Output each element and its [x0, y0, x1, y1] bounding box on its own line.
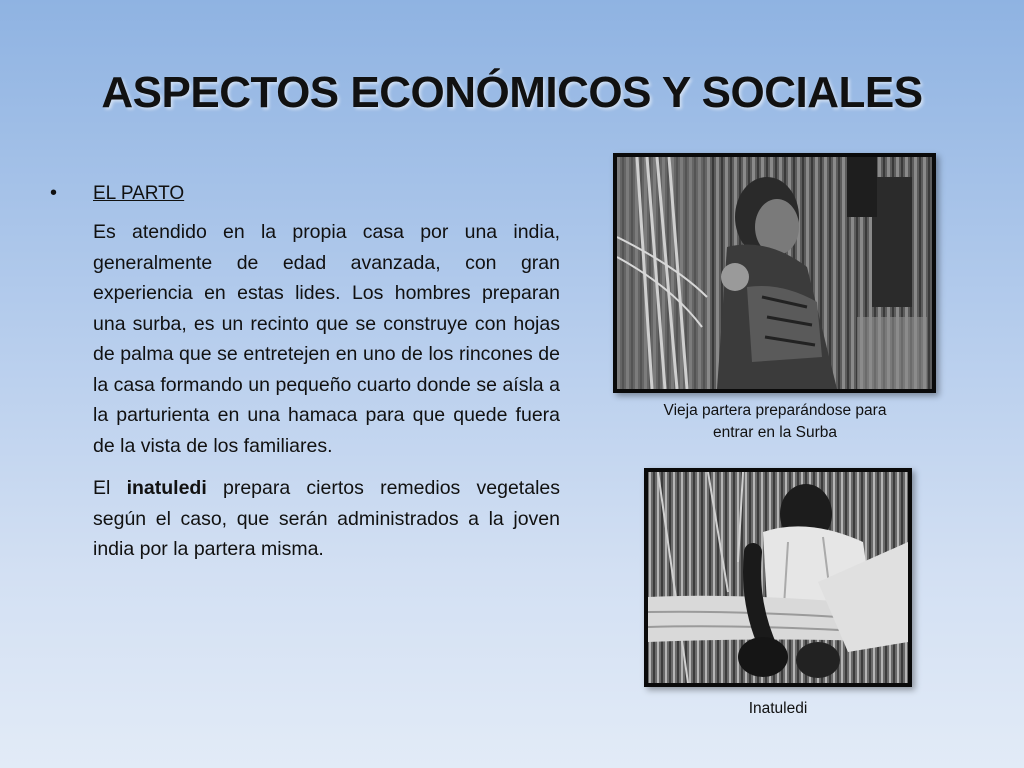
- bullet-item: [50, 182, 560, 205]
- paragraph-1: Es atendido en la propia casa por una india, generalmente de edad avanzada, con gran experiencia en estas lides. Los hombres preparan una surba, es un recinto que se construye con hojas de palma que se entretejen en uno de los rincones de la casa formando un pequeño cuarto donde se aísla a la parturienta en una hamaca para que quede fuera de la vista de los familiares.: [93, 221, 560, 457]
- photo-midwife: [613, 153, 936, 393]
- paragraph-2: [93, 473, 560, 565]
- photo-inatuledi-caption: Inatuledi: [748, 700, 808, 717]
- bullet-icon: •: [50, 182, 58, 204]
- paragraph-2-pre: El: [93, 477, 111, 499]
- paragraph-2-bold: inatuledi: [126, 477, 207, 499]
- bullet-heading: EL PARTO: [93, 183, 185, 204]
- text-content: [50, 182, 560, 565]
- paragraph-2-post: prepara ciertos remedios vegetales según el caso, que serán administrados a la joven india por la partera misma.: [93, 477, 560, 560]
- caption-line-1: Vieja partera preparándose para: [663, 402, 887, 419]
- photo-inatuledi: [644, 468, 912, 687]
- photo-midwife-caption: [610, 400, 940, 444]
- slide-title: ASPECTOS ECONÓMICOS Y SOCIALES: [101, 68, 923, 117]
- caption-line-2: entrar en la Surba: [712, 424, 838, 441]
